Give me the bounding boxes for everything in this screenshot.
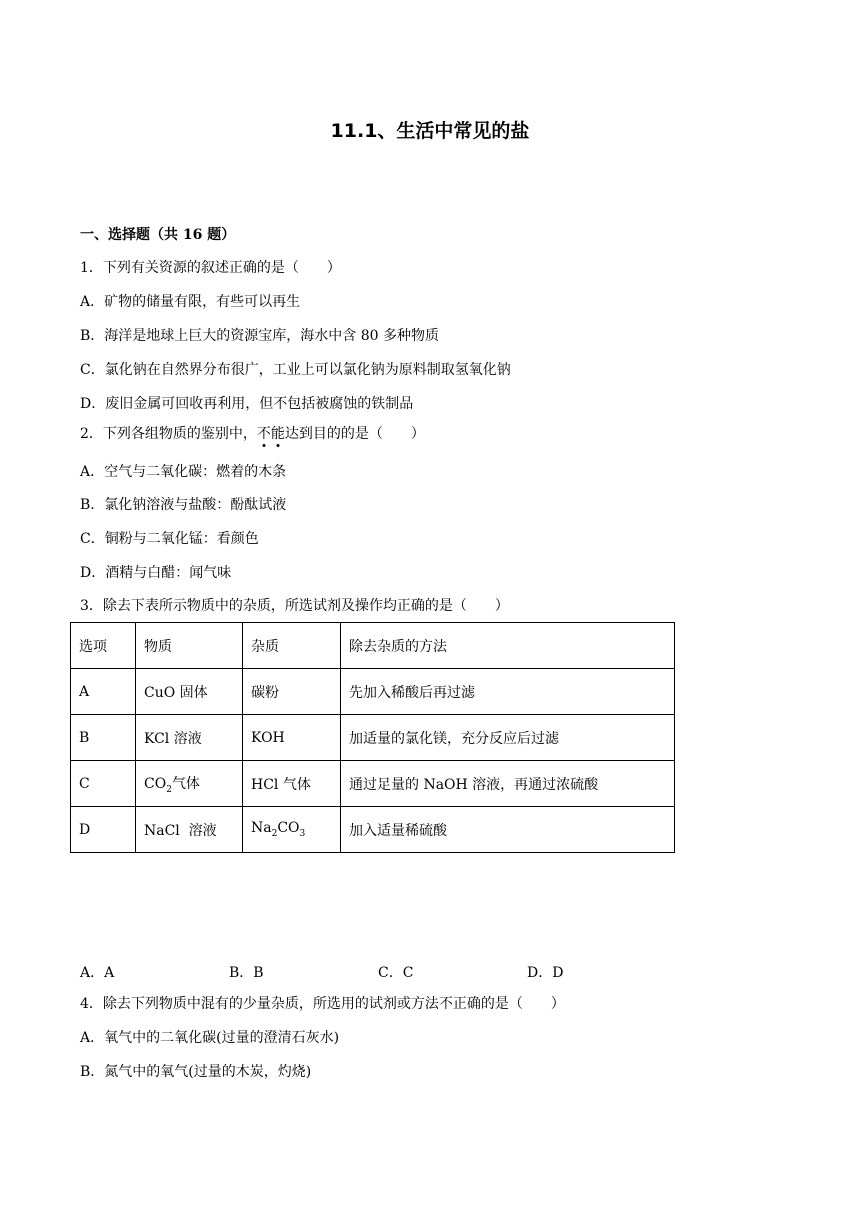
question-4-option-a: A．氧气中的二氧化碳(过量的澄清石灰水) <box>80 1030 340 1046</box>
impurity-removal-table <box>70 622 675 853</box>
formula-part: CO <box>144 775 167 792</box>
table-cell-method: 加入适量稀硫酸 <box>341 807 675 853</box>
table-cell-substance: CuO 固体 <box>136 669 243 715</box>
question-1-option-c: C．氯化钠在自然界分布很广，工业上可以氯化钠为原料制取氢氧化钠 <box>80 362 511 378</box>
emphasis-dot-char: 能 <box>270 426 285 442</box>
question-2-stem <box>80 424 425 444</box>
table-cell-impurity: KOH <box>243 715 341 761</box>
table-cell-option: C <box>71 761 136 807</box>
table-cell-substance <box>136 761 243 807</box>
question-3-stem: 3．除去下表所示物质中的杂质，所选试剂及操作均正确的是（ ） <box>80 598 509 614</box>
table-header-cell: 杂质 <box>243 623 341 669</box>
section-heading: 一、选择题（共 16 题） <box>80 227 236 243</box>
question-1-option-b: B．海洋是地球上巨大的资源宝库，海水中含 80 多种物质 <box>80 328 440 344</box>
table-cell-substance: NaCl 溶液 <box>136 807 243 853</box>
emphasis-dot-char: 不 <box>256 426 271 442</box>
formula-part: CO <box>277 820 300 837</box>
table-header-row <box>71 623 675 669</box>
table-header-cell: 选项 <box>71 623 136 669</box>
question-3-answer-c: C．C <box>378 965 414 981</box>
question-3-answer-b: B．B <box>229 965 264 981</box>
question-2-stem-pre: 2．下列各组物质的鉴别中， <box>80 426 257 442</box>
question-1-stem: 1．下列有关资源的叙述正确的是（ ） <box>80 260 341 276</box>
question-4-stem: 4．除去下列物质中混有的少量杂质，所选用的试剂或方法不正确的是（ ） <box>80 996 565 1012</box>
table-cell-option: D <box>71 807 136 853</box>
table-cell-method: 通过足量的 NaOH 溶液，再通过浓硫酸 <box>341 761 675 807</box>
question-2-stem-post: 达到目的的是（ ） <box>284 426 425 442</box>
table-header-cell: 除去杂质的方法 <box>341 623 675 669</box>
table-row <box>71 807 675 853</box>
formula-subscript: 3 <box>299 828 306 839</box>
question-1-option-a: A．矿物的储量有限，有些可以再生 <box>80 294 301 310</box>
formula-subscript: 2 <box>271 828 278 839</box>
table-cell-option: A <box>71 669 136 715</box>
question-1-option-d: D．废旧金属可回收再利用，但不包括被腐蚀的铁制品 <box>80 396 414 412</box>
table-row <box>71 715 675 761</box>
question-2-option-a: A．空气与二氧化碳：燃着的木条 <box>80 464 287 480</box>
question-2-option-c: C．铜粉与二氧化锰：看颜色 <box>80 531 259 547</box>
table-cell-impurity: HCl 气体 <box>243 761 341 807</box>
formula-part: 气体 <box>171 775 200 792</box>
table-cell-impurity: 碳粉 <box>243 669 341 715</box>
formula-part: Na <box>251 820 272 837</box>
table-cell-substance: KCl 溶液 <box>136 715 243 761</box>
table-row <box>71 761 675 807</box>
table-cell-impurity <box>243 807 341 853</box>
formula-subscript: 2 <box>166 784 172 795</box>
table-cell-method: 加适量的氯化镁，充分反应后过滤 <box>341 715 675 761</box>
table-cell-option: B <box>71 715 136 761</box>
table-row <box>71 669 675 715</box>
question-3-answer-a: A．A <box>80 965 115 981</box>
table-cell-method: 先加入稀酸后再过滤 <box>341 669 675 715</box>
question-2-option-b: B．氯化钠溶液与盐酸：酚酞试液 <box>80 497 287 513</box>
table-header-cell: 物质 <box>136 623 243 669</box>
question-2-option-d: D．酒精与白醋：闻气味 <box>80 565 232 581</box>
question-3-answer-d: D．D <box>527 965 564 981</box>
question-4-option-b: B．氮气中的氧气(过量的木炭，灼烧) <box>80 1064 312 1080</box>
page-title: 11.1、生活中常见的盐 <box>330 120 530 142</box>
